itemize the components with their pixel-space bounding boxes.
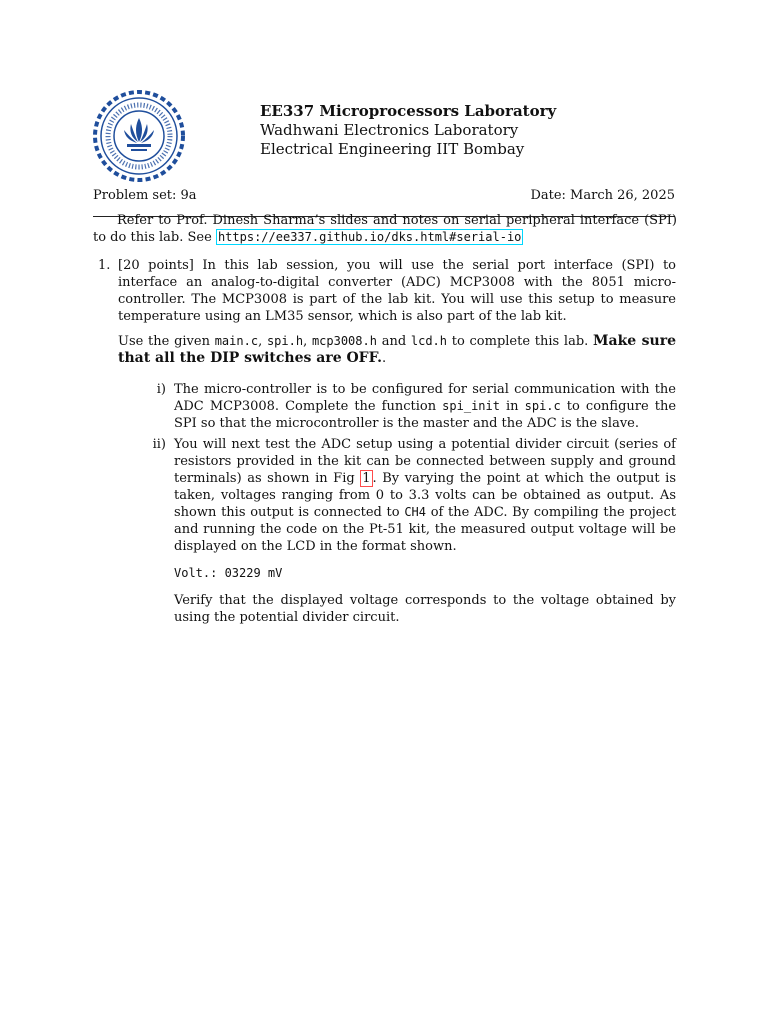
iitb-logo-icon [91,88,187,184]
course-title: EE337 Microprocessors Laboratory [260,102,557,120]
channel-ch4: CH4 [404,505,426,519]
subitem-text [174,381,676,432]
reference-link[interactable]: https://ee337.github.io/dks.html#serial-io [217,230,522,244]
lab-name: Wadhwani Electronics Laboratory [260,121,519,139]
dip-switch-warning: Make sure that all the DIP switches are OFF. [118,333,677,366]
subitem-paragraph [174,436,676,555]
text-segment: The micro-controller is to be configured for serial communication with the ADC MCP3008. Complete the function [174,382,676,414]
function-spi-init: spi_init [442,399,500,413]
file-spi-c: spi.c [524,399,561,413]
question-para-1: [20 points] In this lab session, you will use the serial port interface (SPI) to interface an analog-to-digital converter (ADC) MCP3008 with the 8051 micro-controller. The MCP3008 is part of the lab kit. You will use this setup to measure temperature using an LM35 sensor, which is also part of the lab kit. [118,258,676,324]
text-segment: , [303,334,312,349]
text-segment: . [382,351,387,366]
text-segment: , [258,334,267,349]
file-main-c: main.c [214,334,259,348]
text-segment: and [376,334,411,349]
verify-text: Verify that the displayed voltage corresponds to the voltage obtained by using the potential divider circuit. [174,593,676,625]
text-segment: to configure the SPI so that the microcontroller is the master and the ADC is the slave. [174,399,677,431]
text-segment: of the ADC. By compiling the project and running the code on the Pt-51 kit, the measured output voltage will be displayed on the LCD in the format shown. [174,505,676,554]
subitem-label: i) [156,382,166,397]
header-block [260,102,556,159]
subitem-text [174,436,676,626]
date-label: Date: March 26, 2025 [530,188,675,203]
intro-text: Refer to Prof. Dinesh Sharma’s slides and notes on serial peripheral interface (SPI) to do this lab. See [93,213,677,245]
text-segment: Use the given [118,334,215,349]
question-para-2 [118,333,676,367]
problem-set-label: Problem set: 9a [93,188,197,203]
question-number: 1. [98,258,111,273]
file-mcp3008-h: mcp3008.h [311,334,377,348]
text-segment: in [499,399,525,414]
subitem-ii [118,436,676,626]
figure-reference-link[interactable]: 1 [362,471,371,486]
text-segment: to complete this lab. [447,334,594,349]
question-body [118,257,676,626]
text-segment: You will next test the ADC setup using a potential divider circuit (series of resistors provided in the kit can be connected between supply and ground terminals) as shown in Fig [174,437,676,486]
department-name: Electrical Engineering IIT Bombay [260,140,525,158]
subitem-label: ii) [152,437,166,452]
text-segment: . By varying the point at which the output is taken, voltages ranging from 0 to 3.3 volts can be obtained as output. As shown this output is connected to [174,471,677,520]
voltage-display-sample: Volt.: 03229 mV [174,566,283,580]
file-spi-h: spi.h [266,334,304,348]
subitem-i [118,381,676,432]
intro-paragraph [93,212,677,246]
file-lcd-h: lcd.h [410,334,447,348]
